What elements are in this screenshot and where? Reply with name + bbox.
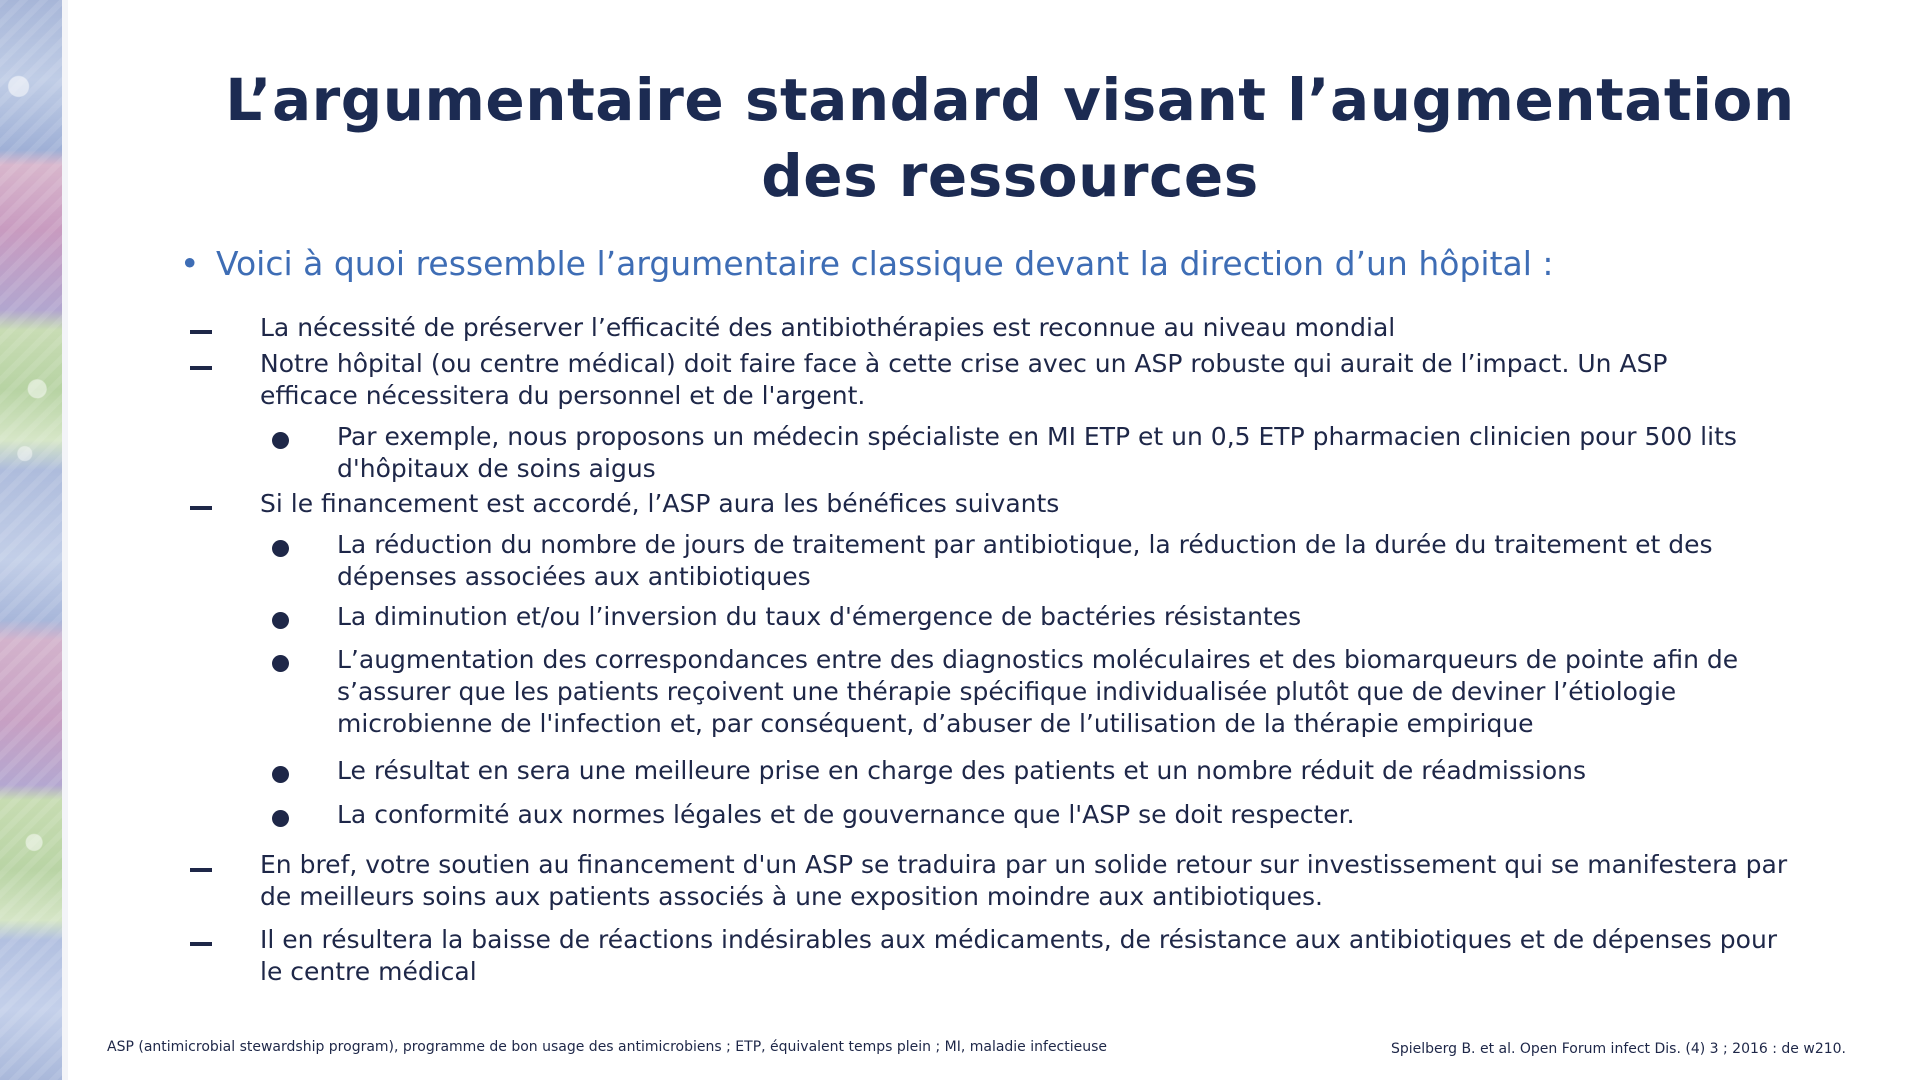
dot-bullet <box>272 810 289 827</box>
sub-list-item: Par exemple, nous proposons un médecin spécialiste en MI ETP et un 0,5 ETP pharmacien clinicien pour 500 lits d'hôpitaux de soins aigus <box>337 422 1737 483</box>
dash-bullet <box>190 366 212 370</box>
sub-list-item: La réduction du nombre de jours de traitement par antibiotique, la réduction de la durée du traitement et des dépenses associées aux antibiotiques <box>337 530 1713 591</box>
dash-bullet <box>190 506 212 510</box>
list-item: Il en résultera la baisse de réactions indésirables aux médicaments, de résistance aux antibiotiques et de dépenses pour le centre médical <box>260 925 1778 986</box>
footnote-abbreviations: ASP (antimicrobial stewardship program), programme de bon usage des antimicrobiens ; ETP, équivalent temps plein ; MI, maladie infectieuse <box>107 1039 1108 1055</box>
sub-list-item: Le résultat en sera une meilleure prise en charge des patients et un nombre réduit de réadmissions <box>337 756 1586 785</box>
list-item: Notre hôpital (ou centre médical) doit faire face à cette crise avec un ASP robuste qui aurait de l’impact. Un ASP efficace nécessitera du personnel et de l'argent. <box>260 349 1668 410</box>
sub-list-item: La conformité aux normes légales et de gouvernance que l'ASP se doit respecter. <box>337 800 1355 829</box>
dot-bullet <box>272 766 289 783</box>
intro-label: Voici à quoi ressemble l’argumentaire classique devant la direction d’un hôpital : <box>215 244 1554 283</box>
dot-bullet <box>272 612 289 629</box>
dash-bullet <box>190 330 212 334</box>
slide-title <box>180 62 1840 214</box>
list-item: Si le financement est accordé, l’ASP aura les bénéfices suivants <box>260 489 1060 518</box>
dot-bullet <box>272 655 289 672</box>
title-line-2: des ressources <box>761 142 1259 210</box>
intro-text <box>180 244 1740 283</box>
intro-bullet: • <box>180 244 200 283</box>
decorative-side-strip <box>0 0 68 1080</box>
sub-list-item: La diminution et/ou l’inversion du taux d'émergence de bactéries résistantes <box>337 602 1302 631</box>
list-item: En bref, votre soutien au financement d'un ASP se traduira par un solide retour sur investissement qui se manifestera par de meilleurs soins aux patients associés à une exposition moindre aux antibiotiques. <box>260 850 1788 911</box>
sub-list-item: L’augmentation des correspondances entre des diagnostics moléculaires et des biomarqueurs de pointe afin de s’assurer que les patients reçoivent une thérapie spécifique individualisée plutôt que de deviner l’étiologie microbienne de l'infection et, par conséquent, d’abuser de l’utilisation de la thérapie empirique <box>337 645 1739 738</box>
title-line-1: L’argumentaire standard visant l’augmentation <box>225 66 1795 134</box>
list-item: La nécessité de préserver l’efficacité des antibiothérapies est reconnue au niveau mondial <box>260 313 1396 342</box>
dash-bullet <box>190 942 212 946</box>
dash-bullet <box>190 868 212 872</box>
footnote-reference: Spielberg B. et al. Open Forum infect Dis. (4) 3 ; 2016 : de w210. <box>1390 1041 1846 1057</box>
dot-bullet <box>272 432 289 449</box>
dot-bullet <box>272 540 289 557</box>
